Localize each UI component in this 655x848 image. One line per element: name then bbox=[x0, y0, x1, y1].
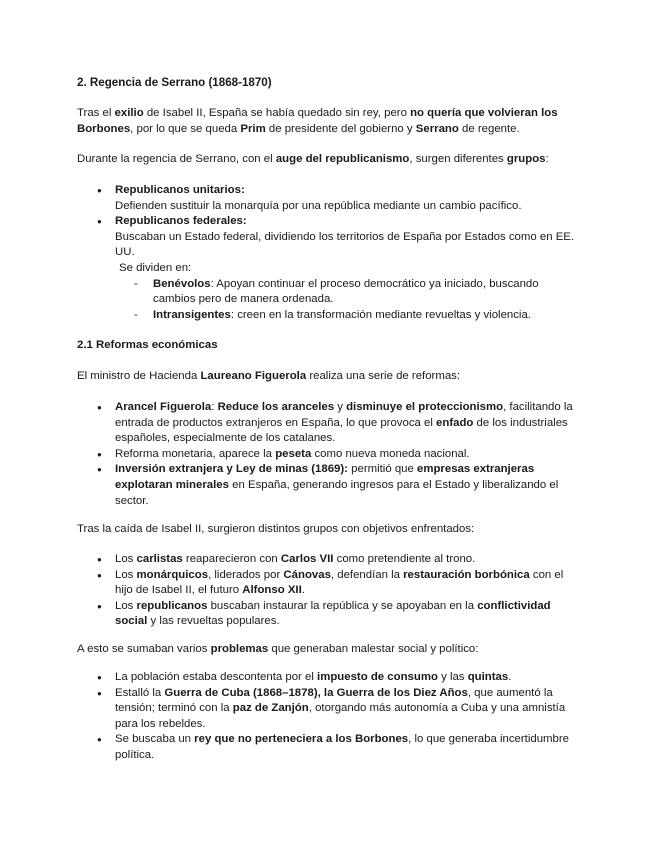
federales-text: Buscaban un Estado federal, dividiendo los territorios de España por Estados como en EE. UU. bbox=[115, 230, 575, 259]
bold-text-run: Intransigentes bbox=[153, 308, 231, 321]
text-run: que generaban malestar social y político: bbox=[268, 643, 479, 655]
bold-text-run: auge del republicanismo bbox=[275, 153, 410, 165]
text-run: , por lo que se queda bbox=[130, 122, 241, 135]
text-run: : bbox=[211, 401, 218, 413]
text-run: , otorgando más autonomía a Cuba y una amnistía para los rebeldes. bbox=[115, 702, 566, 730]
bold-text-run: disminuye el proteccionismo bbox=[346, 401, 504, 413]
paragraph-caida-isabel: Tras la caída de Isabel II, surgieron distintos grupos con objetivos enfrentados: bbox=[77, 523, 475, 535]
list-item-benevolos bbox=[115, 277, 577, 308]
text-run: de Isabel II, España se había quedado sin rey, pero bbox=[143, 107, 411, 119]
unitarios-text: Defienden sustituir la monarquía por una república mediante un cambio pacífico. bbox=[115, 199, 522, 212]
list-item-monarquicos bbox=[77, 568, 577, 599]
text-run: realiza una serie de reformas: bbox=[306, 370, 461, 382]
bold-text-run: Benévolos bbox=[153, 277, 211, 290]
text-run: como pretendiente al trono. bbox=[333, 553, 476, 565]
list-item-federales bbox=[77, 214, 577, 323]
text-run: de los industriales españoles, especialmente de los catalanes. bbox=[115, 416, 568, 445]
text-run: , surgen diferentes bbox=[409, 153, 507, 165]
list-item-arancel bbox=[77, 400, 577, 447]
bold-text-run: exilio bbox=[114, 107, 144, 119]
list-item-unitarios bbox=[77, 183, 577, 214]
bold-text-run: rey que no perteneciera a los Borbones bbox=[194, 733, 409, 746]
bold-text-run: problemas bbox=[210, 643, 269, 655]
paragraph-figuerola bbox=[77, 369, 577, 385]
bold-text-run: Laureano Figuerola bbox=[200, 370, 307, 382]
text-run: de presidente del gobierno y bbox=[265, 122, 416, 135]
bold-text-run: enfado bbox=[436, 416, 474, 429]
text-run: Reforma monetaria, aparece la bbox=[115, 447, 276, 460]
unitarios-title: Republicanos unitarios: bbox=[115, 184, 245, 196]
paragraph-exilio bbox=[77, 106, 577, 137]
list-item-peseta bbox=[77, 447, 577, 463]
bold-text-run: peseta bbox=[275, 447, 312, 460]
bold-text-run: impuesto de consumo bbox=[317, 671, 438, 683]
grupos-list bbox=[77, 552, 577, 630]
bold-text-run: Cánovas bbox=[283, 568, 331, 581]
text-run: El ministro de Hacienda bbox=[77, 370, 201, 382]
text-run: permitió que bbox=[347, 463, 417, 476]
bold-text-run: quintas bbox=[467, 671, 509, 683]
bold-text-run: Carlos VII bbox=[280, 553, 334, 565]
bold-text-run: Reduce los aranceles bbox=[217, 401, 335, 413]
bold-text-run: Serrano bbox=[415, 122, 459, 135]
bold-text-run: grupos bbox=[506, 153, 546, 165]
text-run: Se buscaba un bbox=[115, 733, 195, 746]
bold-text-run: restauración borbónica bbox=[403, 568, 530, 581]
text-run: como nueva moneda nacional. bbox=[311, 447, 470, 460]
paragraph-regencia bbox=[77, 152, 577, 168]
text-run: buscaban instaurar la república y se apoyaban en la bbox=[207, 599, 478, 612]
list-item-guerra-cuba bbox=[77, 686, 577, 733]
bold-text-run: empresas extranjeras explotaran minerales bbox=[115, 463, 535, 491]
text-run: , que aumentó la tensión; terminó con la bbox=[115, 686, 553, 715]
text-run: Los bbox=[115, 599, 137, 612]
text-run: y las revueltas populares. bbox=[147, 615, 280, 628]
paragraph-problemas bbox=[77, 642, 577, 658]
text-run: Tras el bbox=[77, 107, 115, 119]
bold-text-run: Inversión extranjera y Ley de minas (1869): bbox=[115, 463, 348, 476]
federales-title: Republicanos federales: bbox=[115, 215, 247, 228]
text-run: Los bbox=[115, 568, 137, 581]
dividen-label: Se dividen en: bbox=[119, 261, 192, 274]
list-item-intransigentes bbox=[115, 308, 577, 324]
republican-groups-list bbox=[77, 183, 577, 323]
list-item-rey bbox=[77, 732, 577, 763]
problemas-list bbox=[77, 670, 577, 764]
text-run: : Apoyan continuar el proceso democrático ya iniciado, buscando cambios pero de manera ordenada. bbox=[153, 277, 539, 306]
text-run: y las bbox=[437, 671, 468, 683]
text-run: Estalló la bbox=[115, 686, 165, 699]
bold-text-run: Alfonso XII bbox=[242, 584, 302, 597]
bold-text-run: Arancel Figuerola bbox=[115, 401, 212, 413]
text-run: , liderados por bbox=[208, 568, 284, 581]
text-run: : bbox=[545, 153, 549, 165]
text-run: con el hijo de Isabel II, el futuro bbox=[115, 568, 564, 597]
text-run: en España, generando ingresos para el Estado y liberalizando el sector. bbox=[115, 478, 559, 507]
list-item-ley-minas bbox=[77, 462, 577, 509]
text-run: y bbox=[334, 401, 347, 413]
bold-text-run: republicanos bbox=[136, 599, 208, 612]
text-run: Los bbox=[115, 553, 137, 565]
section-heading-regencia: 2. Regencia de Serrano (1868-1870) bbox=[77, 76, 272, 89]
list-item-republicanos bbox=[77, 599, 577, 630]
bold-text-run: no quería que volvieran los Borbones bbox=[77, 107, 558, 135]
bold-text-run: Prim bbox=[240, 122, 266, 135]
section-heading-reformas: 2.1 Reformas económicas bbox=[77, 339, 218, 351]
text-run: de regente. bbox=[458, 122, 520, 135]
bold-text-run: carlistas bbox=[136, 553, 183, 565]
text-run: , facilitando la entrada de productos extranjeros en España, lo que provoca el bbox=[115, 401, 573, 429]
text-run: Durante la regencia de Serrano, con el bbox=[77, 153, 276, 165]
text-run: , lo que generaba incertidumbre política. bbox=[115, 733, 569, 761]
bold-text-run: Guerra de Cuba (1868–1878), la Guerra de los Diez Años bbox=[164, 686, 468, 699]
text-run: : creen en la transformación mediante revueltas y violencia. bbox=[230, 308, 531, 321]
bold-text-run: paz de Zanjón bbox=[232, 702, 309, 715]
list-item-carlistas bbox=[77, 552, 577, 568]
text-run: La población estaba descontenta por el bbox=[115, 671, 318, 683]
text-run: , defendían la bbox=[330, 568, 404, 581]
reformas-list bbox=[77, 400, 577, 509]
text-run: A esto se sumaban varios bbox=[77, 643, 211, 655]
federales-subgroups-list bbox=[115, 277, 577, 324]
list-item-impuesto bbox=[77, 670, 577, 686]
text-run: . bbox=[301, 584, 305, 597]
text-run: . bbox=[508, 671, 512, 683]
text-run: reaparecieron con bbox=[182, 553, 281, 565]
bold-text-run: conflictividad social bbox=[115, 599, 551, 628]
bold-text-run: monárquicos bbox=[136, 568, 209, 581]
